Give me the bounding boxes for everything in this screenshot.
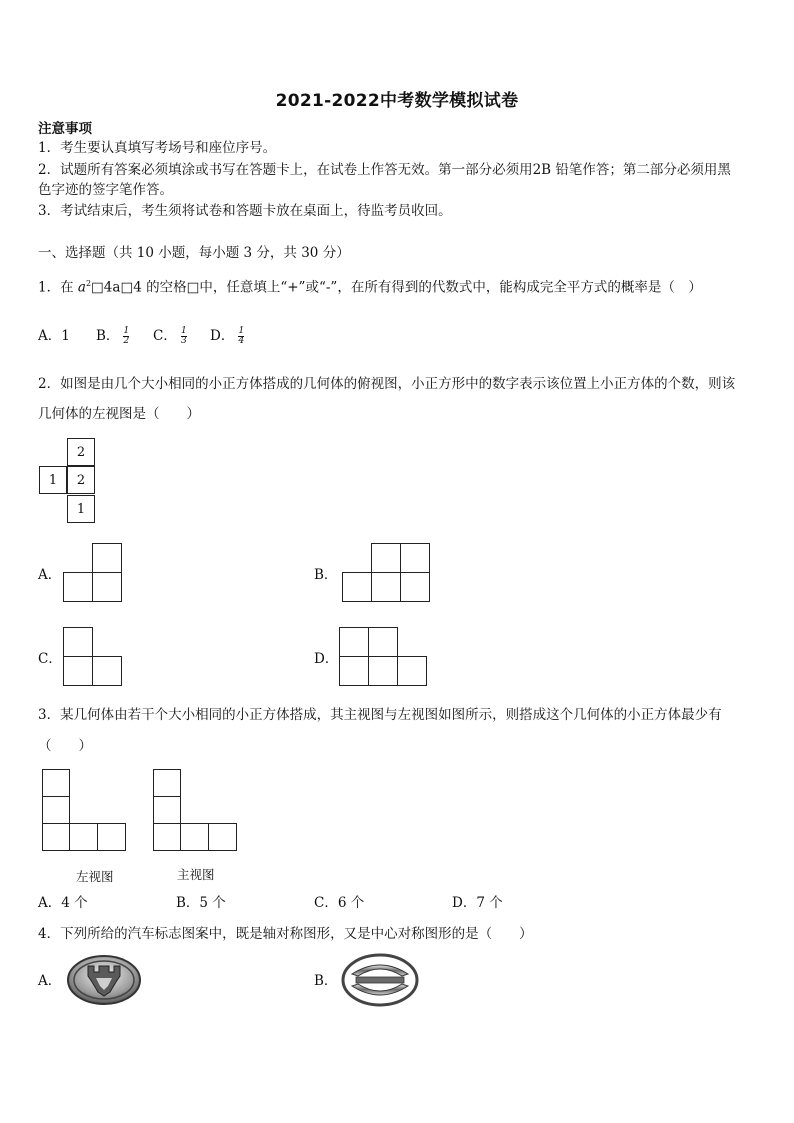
question-3-line-1: 3．某几何体由若干个大小相同的小正方体搭成，其主视图与左视图如图所示，则搭成这个几何体的小正方体最少有 [38, 707, 722, 723]
fraction-numerator: 1 [123, 326, 130, 336]
grid-cell: 1 [67, 495, 95, 523]
q3-option-c[interactable]: C．6 个 [314, 895, 365, 911]
q2-option-c[interactable]: C． [38, 651, 62, 667]
question-3-line-2: （ ） [38, 738, 92, 754]
hino-logo-icon [340, 952, 420, 1008]
q4-option-b[interactable]: B． [314, 973, 338, 989]
fraction-numerator: 1 [238, 326, 245, 336]
q1-option-d-fraction [238, 327, 244, 346]
section-heading: 一、选择题（共 10 小题，每小题 3 分，共 30 分） [38, 245, 350, 261]
q1-option-c-fraction [181, 327, 187, 346]
fraction-denominator: 2 [123, 336, 130, 346]
q4-option-a[interactable]: A． [38, 973, 62, 989]
q1-option-b-label: B． [96, 328, 120, 344]
q2-option-b[interactable]: B． [314, 567, 338, 583]
notice-item-3: 3．考试结束后，考生须将试卷和答题卡放在桌面上，待监考员收回。 [38, 203, 452, 219]
q3-front-view-figure [152, 768, 242, 854]
q3-caption-left-view: 左视图 [76, 869, 114, 884]
fraction-denominator: 3 [180, 336, 187, 346]
grid-cell: 2 [67, 438, 95, 466]
q1-expr-exp: 2 [85, 279, 92, 288]
q3-option-d[interactable]: D．7 个 [452, 895, 503, 911]
q1-option-c-label: C． [153, 328, 177, 344]
q1-option-d[interactable] [210, 326, 244, 346]
q2-option-d[interactable]: D． [314, 651, 339, 667]
q1-option-d-label: D． [210, 328, 235, 344]
q1-option-b[interactable] [96, 326, 129, 346]
fraction-numerator: 1 [180, 326, 187, 336]
q3-option-b[interactable]: B．5 个 [176, 895, 226, 911]
q2-option-b-figure [341, 542, 433, 604]
q1-option-a[interactable]: A．1 [38, 328, 70, 344]
question-2-line-1: 2．如图是由几个大小相同的小正方体搭成的几何体的俯视图，小正方形中的数字表示该位置上小正方体的个数，则该 [38, 376, 736, 392]
question-4-line-1: 4．下列所给的汽车标志图案中，既是轴对称图形，又是中心对称图形的是（ ） [38, 926, 533, 942]
q1-prefix: 1．在 [38, 279, 78, 296]
fraction-denominator: 4 [238, 336, 245, 346]
q1-option-b-fraction [123, 327, 129, 346]
q1-option-c[interactable] [153, 326, 187, 346]
q2-option-d-figure [338, 626, 430, 688]
notice-item-2-cont: 色字迹的签字笔作答。 [38, 182, 173, 198]
q3-option-a[interactable]: A．4 个 [38, 895, 88, 911]
q3-left-view-figure [41, 768, 131, 854]
notice-heading: 注意事项 [38, 121, 92, 137]
question-1 [38, 274, 702, 298]
q1-expr-a: a [77, 279, 86, 296]
grid-cell: 2 [67, 466, 95, 494]
question-2-line-2: 几何体的左视图是（ ） [38, 406, 200, 422]
page-title: 2021-2022中考数学模拟试卷 [275, 91, 519, 111]
q1-suffix: 的空格□中，任意填上“+”或“-”，在所有得到的代数式中，能构成完全平方式的概率是（ ） [141, 279, 702, 296]
q2-option-c-figure [62, 626, 124, 688]
q3-caption-front-view: 主视图 [177, 867, 215, 882]
grid-cell: 1 [39, 466, 67, 494]
q1-expr-rest: □4a□4 [91, 279, 142, 296]
notice-item-1: 1．考生要认真填写考场号和座位序号。 [38, 140, 277, 156]
notice-item-2: 2．试题所有答案必须填涂或书写在答题卡上，在试卷上作答无效。第一部分必须用2B 铅笔作答；第二部分必须用黑 [38, 162, 731, 178]
q2-option-a-figure [62, 542, 124, 604]
great-wall-logo-icon [66, 952, 144, 1008]
q2-option-a[interactable]: A． [38, 567, 62, 583]
